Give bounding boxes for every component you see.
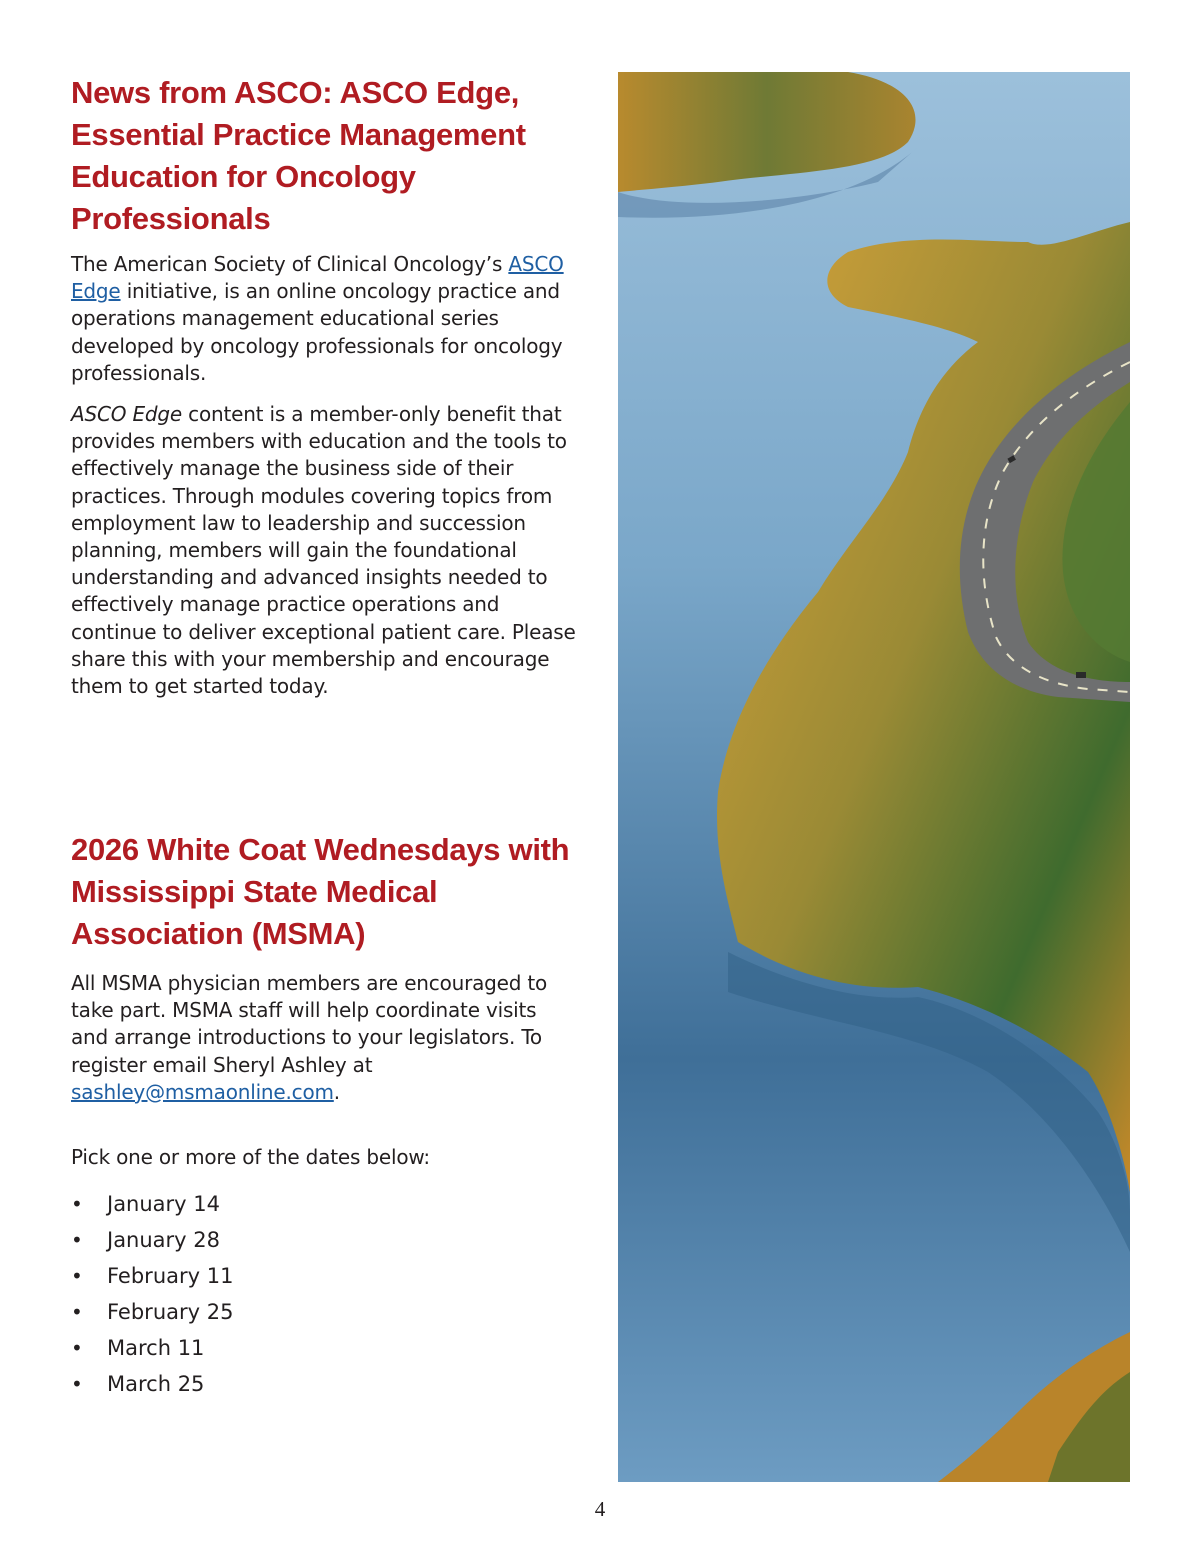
date-text: February 11	[107, 1264, 234, 1288]
msma-email-link[interactable]: sashley@msmaonline.com	[71, 1079, 334, 1104]
bullet-icon: •	[71, 1228, 83, 1252]
msma-text-end: .	[333, 1079, 340, 1104]
page-number: 4	[594, 1497, 606, 1521]
msma-paragraph	[71, 970, 571, 1106]
dates-list	[71, 1186, 233, 1402]
date-text: February 25	[107, 1300, 234, 1324]
asco-intro-text: The American Society of Clinical Oncology’s	[71, 252, 509, 276]
bullet-icon: •	[71, 1192, 83, 1216]
dates-intro: Pick one or more of the dates below:	[71, 1145, 430, 1169]
list-item	[71, 1294, 233, 1330]
asco-intro-text-end: initiative, is an online oncology practice and operations management educational series developed by oncology professionals for oncology professionals.	[71, 279, 563, 385]
bullet-icon: •	[71, 1372, 83, 1396]
asco-intro-paragraph	[71, 251, 581, 387]
asco-heading: News from ASCO: ASCO Edge, Essential Practice Management Education for Oncology Professionals	[71, 75, 526, 236]
date-text: March 11	[107, 1336, 205, 1360]
asco-edge-link[interactable]: ASCO Edge	[71, 252, 564, 304]
list-item	[71, 1330, 233, 1366]
aerial-lake-photo	[618, 72, 1130, 1482]
asco-benefit-text: content is a member-only benefit that provides members with education and the tools to effectively manage the business side of their practices. Through modules covering topics from employment law to leadership and succession planning, members will gain the foundational understanding and advanced insights needed to effectively manage practice operations and continue to deliver exceptional patient care. Please share this with your membership and encourage them to get started today.	[71, 402, 576, 699]
list-item	[71, 1366, 233, 1402]
bullet-icon: •	[71, 1300, 83, 1324]
asco-benefit-paragraph	[71, 401, 581, 700]
date-text: January 28	[107, 1228, 221, 1252]
bullet-icon: •	[71, 1264, 83, 1288]
msma-text: All MSMA physician members are encouraged to take part. MSMA staff will help coordinate visits and arrange introductions to your legislators. To register email Sheryl Ashley at	[71, 971, 548, 1077]
asco-edge-emphasis: ASCO Edge	[71, 402, 182, 427]
list-item	[71, 1222, 233, 1258]
msma-heading: 2026 White Coat Wednesdays with Mississippi State Medical Association (MSMA)	[71, 832, 570, 951]
list-item	[71, 1258, 233, 1294]
bullet-icon: •	[71, 1336, 83, 1360]
date-text: March 25	[107, 1372, 205, 1396]
date-text: January 14	[107, 1192, 221, 1216]
list-item	[71, 1186, 233, 1222]
asco-section	[71, 72, 581, 700]
